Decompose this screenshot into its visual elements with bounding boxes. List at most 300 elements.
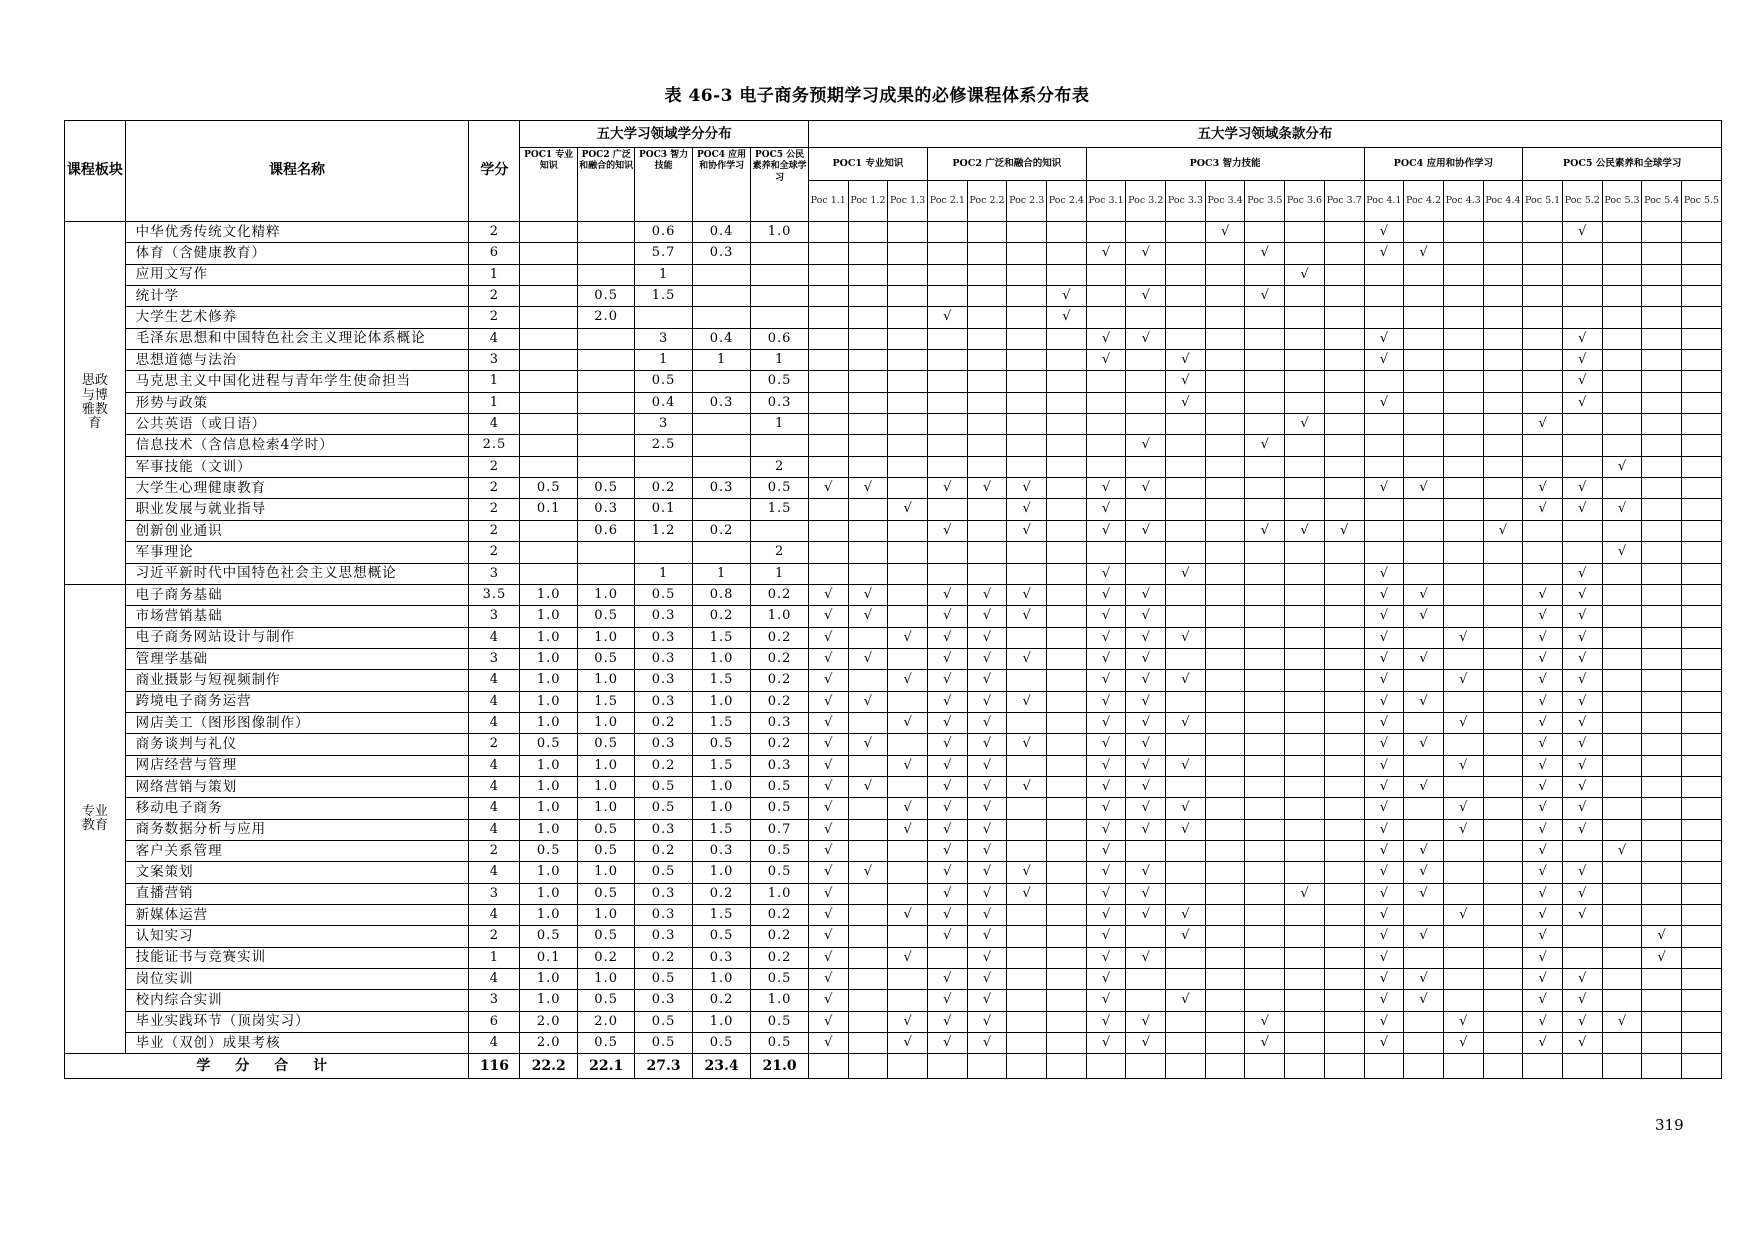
poc-check-cell — [1126, 840, 1166, 861]
poc-check-cell — [1682, 392, 1722, 413]
poc-check-cell: √ — [1086, 648, 1126, 669]
poc-credit-cell: 1.0 — [577, 755, 634, 776]
poc-check-cell: √ — [1523, 712, 1563, 733]
poc-check-cell: √ — [927, 520, 967, 541]
poc-check-cell — [1245, 563, 1285, 584]
poc-check-cell — [1166, 456, 1206, 477]
poc-credit-cell — [577, 392, 634, 413]
poc-check-cell — [1205, 648, 1245, 669]
poc-check-cell: √ — [1007, 499, 1047, 520]
poc-check-cell: √ — [1126, 328, 1166, 349]
table-row — [65, 883, 1722, 904]
poc-check-cell: √ — [1523, 776, 1563, 797]
poc-credit-cell: 1 — [635, 264, 692, 285]
table-row — [65, 862, 1722, 883]
poc-check-cell — [1364, 456, 1404, 477]
poc-check-cell: √ — [1086, 883, 1126, 904]
poc-check-cell — [1642, 776, 1682, 797]
poc-check-cell — [1682, 243, 1722, 264]
poc-credit-cell: 1.5 — [692, 627, 751, 648]
poc-credit-cell — [692, 456, 751, 477]
poc-check-cell — [808, 243, 848, 264]
poc-check-cell — [1285, 563, 1325, 584]
poc-credit-cell — [692, 414, 751, 435]
header-poc1-credit: POC1 专业知识 — [520, 148, 577, 222]
total-empty-cell — [967, 1054, 1007, 1079]
poc-check-cell: √ — [967, 691, 1007, 712]
poc-check-cell — [848, 350, 888, 371]
poc-check-cell — [967, 264, 1007, 285]
poc-check-cell: √ — [888, 755, 928, 776]
poc-check-cell — [1562, 520, 1602, 541]
poc-check-cell: √ — [1364, 734, 1404, 755]
course-credit: 4 — [469, 414, 520, 435]
poc-check-cell: √ — [1523, 606, 1563, 627]
course-credit: 3 — [469, 990, 520, 1011]
poc-check-cell — [1285, 755, 1325, 776]
poc-check-cell: √ — [1126, 243, 1166, 264]
poc-check-cell — [927, 243, 967, 264]
poc-check-cell — [1086, 392, 1126, 413]
poc-check-cell — [967, 286, 1007, 307]
poc-check-cell: √ — [1166, 755, 1206, 776]
poc-check-cell — [1166, 584, 1206, 605]
poc-check-cell — [1682, 328, 1722, 349]
total-empty-cell — [1205, 1054, 1245, 1079]
poc-credit-cell: 1.5 — [692, 670, 751, 691]
poc-check-cell — [808, 286, 848, 307]
poc-credit-cell: 0.2 — [751, 734, 809, 755]
poc-check-cell — [1642, 606, 1682, 627]
poc-check-cell — [1047, 222, 1087, 243]
total-empty-cell — [1047, 1054, 1087, 1079]
poc-check-cell: √ — [1562, 1011, 1602, 1032]
poc-check-cell — [848, 286, 888, 307]
course-name: 思想道德与法治 — [125, 350, 469, 371]
total-empty-cell — [1007, 1054, 1047, 1079]
poc-check-cell — [1285, 456, 1325, 477]
poc-check-cell — [1285, 734, 1325, 755]
total-empty-cell — [1285, 1054, 1325, 1079]
total-empty-cell — [1602, 1054, 1642, 1079]
header-poc-item: Poc 2.1 — [927, 181, 967, 222]
poc-check-cell — [1523, 307, 1563, 328]
poc-check-cell — [808, 520, 848, 541]
poc-check-cell: √ — [1285, 883, 1325, 904]
table-row — [65, 798, 1722, 819]
poc-check-cell — [1324, 883, 1364, 904]
course-distribution-table — [64, 120, 1722, 1079]
poc-check-cell — [1483, 222, 1523, 243]
poc-check-cell — [1126, 392, 1166, 413]
poc-credit-cell: 1.5 — [635, 286, 692, 307]
poc-check-cell: √ — [1007, 478, 1047, 499]
table-row — [65, 371, 1722, 392]
poc-check-cell — [967, 414, 1007, 435]
poc-check-cell — [1602, 1033, 1642, 1054]
poc-check-cell: √ — [1126, 520, 1166, 541]
poc-check-cell — [1642, 286, 1682, 307]
table-row — [65, 969, 1722, 990]
header-poc-item: Poc 4.3 — [1443, 181, 1483, 222]
poc-credit-cell: 1.0 — [520, 990, 577, 1011]
poc-credit-cell — [751, 307, 809, 328]
poc-check-cell — [1682, 286, 1722, 307]
poc-check-cell: √ — [1007, 606, 1047, 627]
course-credit: 6 — [469, 1011, 520, 1032]
poc-check-cell: √ — [1404, 840, 1444, 861]
poc-check-cell — [1642, 542, 1682, 563]
poc-check-cell — [1443, 328, 1483, 349]
poc-check-cell: √ — [888, 1033, 928, 1054]
poc-check-cell: √ — [1166, 926, 1206, 947]
poc-check-cell — [1205, 499, 1245, 520]
poc-credit-cell: 0.2 — [751, 627, 809, 648]
course-credit: 6 — [469, 243, 520, 264]
poc-check-cell: √ — [888, 1011, 928, 1032]
poc-check-cell: √ — [1047, 307, 1087, 328]
poc-check-cell — [888, 563, 928, 584]
poc-check-cell — [1404, 819, 1444, 840]
course-credit: 2 — [469, 222, 520, 243]
poc-credit-cell: 0.1 — [635, 499, 692, 520]
poc-check-cell — [1404, 456, 1444, 477]
table-row — [65, 350, 1722, 371]
poc-check-cell — [1086, 542, 1126, 563]
poc-check-cell — [1245, 755, 1285, 776]
total-poc-credit: 22.2 — [520, 1054, 577, 1079]
poc-check-cell: √ — [1166, 990, 1206, 1011]
poc-check-cell — [1324, 456, 1364, 477]
poc-check-cell: √ — [1602, 499, 1642, 520]
course-name: 商业摄影与短视频制作 — [125, 670, 469, 691]
poc-check-cell — [1642, 905, 1682, 926]
poc-check-cell — [1285, 627, 1325, 648]
poc-check-cell: √ — [1562, 798, 1602, 819]
poc-check-cell — [888, 371, 928, 392]
poc-check-cell — [1682, 435, 1722, 456]
poc-check-cell — [1642, 798, 1682, 819]
poc-credit-cell — [577, 371, 634, 392]
poc-credit-cell: 1.5 — [577, 691, 634, 712]
poc-check-cell: √ — [1562, 627, 1602, 648]
poc-check-cell — [1523, 222, 1563, 243]
poc-check-cell: √ — [1007, 520, 1047, 541]
header-poc-item: Poc 5.2 — [1562, 181, 1602, 222]
poc-check-cell: √ — [1523, 798, 1563, 819]
table-row — [65, 840, 1722, 861]
poc-check-cell — [1682, 350, 1722, 371]
poc-check-cell — [1443, 414, 1483, 435]
header-poc-item: Poc 2.2 — [967, 181, 1007, 222]
total-empty-cell — [1642, 1054, 1682, 1079]
header-poc-item: Poc 1.2 — [848, 181, 888, 222]
poc-credit-cell: 1.0 — [692, 969, 751, 990]
poc-credit-cell — [577, 542, 634, 563]
poc-credit-cell: 1.0 — [692, 776, 751, 797]
poc-credit-cell: 0.2 — [751, 691, 809, 712]
poc-credit-cell: 0.3 — [635, 905, 692, 926]
poc-check-cell: √ — [1562, 584, 1602, 605]
poc-check-cell: √ — [1285, 520, 1325, 541]
poc-check-cell — [1483, 734, 1523, 755]
poc-check-cell — [1682, 478, 1722, 499]
total-empty-cell — [1562, 1054, 1602, 1079]
poc-check-cell: √ — [967, 478, 1007, 499]
table-row — [65, 414, 1722, 435]
poc-check-cell: √ — [1602, 1011, 1642, 1032]
poc-check-cell: √ — [967, 755, 1007, 776]
poc-check-cell: √ — [1086, 755, 1126, 776]
poc-check-cell — [1483, 947, 1523, 968]
poc-check-cell — [1642, 627, 1682, 648]
poc-check-cell — [888, 264, 928, 285]
poc-check-cell — [1007, 969, 1047, 990]
poc-check-cell: √ — [1404, 691, 1444, 712]
poc-check-cell — [1404, 392, 1444, 413]
poc-check-cell — [1047, 691, 1087, 712]
course-credit: 4 — [469, 755, 520, 776]
poc-check-cell — [967, 392, 1007, 413]
header-poc3-credit: POC3 智力技能 — [635, 148, 692, 222]
total-empty-cell — [927, 1054, 967, 1079]
poc-check-cell: √ — [967, 969, 1007, 990]
poc-credit-cell: 0.6 — [577, 520, 634, 541]
course-credit: 2 — [469, 840, 520, 861]
poc-check-cell: √ — [1364, 670, 1404, 691]
poc-check-cell — [1483, 414, 1523, 435]
poc-check-cell: √ — [967, 712, 1007, 733]
poc-check-cell: √ — [1404, 990, 1444, 1011]
poc-check-cell: √ — [1086, 627, 1126, 648]
poc-check-cell — [927, 435, 967, 456]
poc-credit-cell: 1.0 — [577, 776, 634, 797]
poc-check-cell — [1047, 584, 1087, 605]
poc-credit-cell — [751, 264, 809, 285]
poc-check-cell — [1642, 670, 1682, 691]
poc-check-cell: √ — [1007, 883, 1047, 904]
poc-credit-cell: 0.2 — [635, 947, 692, 968]
poc-check-cell — [1285, 798, 1325, 819]
poc-credit-cell: 1.0 — [751, 606, 809, 627]
poc-check-cell — [1562, 435, 1602, 456]
course-credit: 3 — [469, 563, 520, 584]
poc-check-cell — [1682, 606, 1722, 627]
poc-check-cell: √ — [1404, 243, 1444, 264]
poc-check-cell — [1047, 499, 1087, 520]
table-row — [65, 819, 1722, 840]
poc-check-cell — [1404, 627, 1444, 648]
poc-check-cell — [1126, 307, 1166, 328]
poc-credit-cell — [692, 542, 751, 563]
poc-check-cell: √ — [848, 734, 888, 755]
course-name: 创新创业通识 — [125, 520, 469, 541]
poc-check-cell: √ — [1523, 990, 1563, 1011]
poc-check-cell — [1404, 520, 1444, 541]
table-row — [65, 606, 1722, 627]
poc-check-cell: √ — [1364, 606, 1404, 627]
poc-check-cell — [1562, 264, 1602, 285]
poc-check-cell: √ — [1602, 840, 1642, 861]
poc-check-cell — [1523, 371, 1563, 392]
poc-check-cell — [967, 307, 1007, 328]
poc-check-cell — [1126, 264, 1166, 285]
poc-credit-cell: 2.0 — [577, 1011, 634, 1032]
poc-check-cell — [1205, 670, 1245, 691]
poc-check-cell — [1047, 392, 1087, 413]
table-row — [65, 456, 1722, 477]
poc-check-cell — [888, 520, 928, 541]
poc-check-cell: √ — [1523, 947, 1563, 968]
poc-check-cell — [1205, 264, 1245, 285]
poc-check-cell — [1443, 776, 1483, 797]
poc-credit-cell: 0.6 — [751, 328, 809, 349]
poc-check-cell: √ — [1523, 648, 1563, 669]
poc-check-cell: √ — [1602, 456, 1642, 477]
poc-check-cell — [1324, 1033, 1364, 1054]
poc-check-cell — [1285, 435, 1325, 456]
table-row — [65, 542, 1722, 563]
poc-credit-cell: 0.7 — [751, 819, 809, 840]
course-credit: 4 — [469, 328, 520, 349]
poc-credit-cell — [692, 286, 751, 307]
poc-credit-cell: 0.5 — [751, 969, 809, 990]
course-name: 移动电子商务 — [125, 798, 469, 819]
poc-check-cell — [1205, 606, 1245, 627]
poc-check-cell — [1047, 990, 1087, 1011]
poc-credit-cell: 1.0 — [520, 883, 577, 904]
poc-credit-cell: 0.2 — [692, 606, 751, 627]
poc-check-cell: √ — [1245, 520, 1285, 541]
poc-check-cell — [1642, 1011, 1682, 1032]
poc-check-cell: √ — [1562, 755, 1602, 776]
poc-check-cell: √ — [1562, 712, 1602, 733]
poc-check-cell — [1642, 350, 1682, 371]
poc-check-cell: √ — [1086, 969, 1126, 990]
poc-check-cell: √ — [808, 627, 848, 648]
poc-check-cell — [1047, 947, 1087, 968]
poc-check-cell — [1285, 371, 1325, 392]
poc-check-cell — [1642, 990, 1682, 1011]
poc-check-cell — [1443, 456, 1483, 477]
course-name: 岗位实训 — [125, 969, 469, 990]
poc-check-cell — [1602, 755, 1642, 776]
poc-check-cell — [1602, 926, 1642, 947]
poc-check-cell — [1166, 478, 1206, 499]
poc-check-cell — [1602, 990, 1642, 1011]
poc-check-cell — [848, 990, 888, 1011]
poc-check-cell — [1166, 520, 1206, 541]
poc-check-cell — [1642, 392, 1682, 413]
course-credit: 4 — [469, 776, 520, 797]
total-row — [65, 1054, 1722, 1079]
poc-check-cell — [1324, 414, 1364, 435]
course-credit: 2.5 — [469, 435, 520, 456]
poc-check-cell — [1324, 776, 1364, 797]
poc-check-cell — [1047, 606, 1087, 627]
poc-credit-cell: 0.3 — [635, 627, 692, 648]
poc-check-cell: √ — [1086, 947, 1126, 968]
poc-check-cell: √ — [1364, 755, 1404, 776]
poc-check-cell: √ — [1086, 328, 1126, 349]
poc-check-cell — [1285, 648, 1325, 669]
poc-check-cell — [1682, 862, 1722, 883]
poc-check-cell: √ — [1086, 926, 1126, 947]
poc-check-cell — [1285, 328, 1325, 349]
poc-credit-cell: 1 — [751, 350, 809, 371]
poc-check-cell: √ — [1166, 392, 1206, 413]
poc-check-cell — [1047, 798, 1087, 819]
poc-check-cell — [1047, 819, 1087, 840]
poc-credit-cell: 0.5 — [577, 734, 634, 755]
poc-check-cell — [888, 286, 928, 307]
poc-check-cell — [1602, 819, 1642, 840]
poc-check-cell — [1047, 1033, 1087, 1054]
poc-check-cell — [1642, 969, 1682, 990]
poc-check-cell: √ — [1364, 1011, 1404, 1032]
poc-credit-cell: 0.2 — [751, 648, 809, 669]
poc-check-cell: √ — [967, 627, 1007, 648]
poc-credit-cell: 1.0 — [520, 776, 577, 797]
poc-check-cell — [927, 350, 967, 371]
poc-check-cell — [1404, 542, 1444, 563]
course-name: 文案策划 — [125, 862, 469, 883]
poc-check-cell: √ — [1562, 350, 1602, 371]
poc-check-cell — [1682, 584, 1722, 605]
poc-check-cell — [1126, 414, 1166, 435]
course-credit: 1 — [469, 264, 520, 285]
poc-check-cell — [1642, 648, 1682, 669]
poc-credit-cell: 1.0 — [577, 712, 634, 733]
poc-credit-cell: 0.2 — [751, 670, 809, 691]
poc-check-cell — [1245, 776, 1285, 797]
poc-credit-cell: 0.3 — [635, 691, 692, 712]
poc-credit-cell: 1.0 — [692, 648, 751, 669]
poc-check-cell — [1404, 563, 1444, 584]
poc-check-cell — [1047, 435, 1087, 456]
poc-check-cell: √ — [927, 755, 967, 776]
poc-check-cell: √ — [1443, 712, 1483, 733]
poc-check-cell — [1602, 798, 1642, 819]
poc-credit-cell: 0.5 — [635, 371, 692, 392]
poc-credit-cell — [751, 286, 809, 307]
poc-check-cell — [1404, 328, 1444, 349]
poc-check-cell — [1523, 392, 1563, 413]
poc-check-cell — [1285, 670, 1325, 691]
poc-check-cell — [1483, 862, 1523, 883]
poc-check-cell: √ — [1562, 905, 1602, 926]
poc-check-cell — [1285, 222, 1325, 243]
poc-check-cell — [1166, 499, 1206, 520]
poc-check-cell: √ — [848, 776, 888, 797]
poc-check-cell: √ — [808, 969, 848, 990]
poc-check-cell — [1126, 990, 1166, 1011]
poc-check-cell: √ — [1562, 819, 1602, 840]
poc-check-cell — [1047, 776, 1087, 797]
poc-check-cell: √ — [967, 606, 1007, 627]
poc-check-cell — [1443, 840, 1483, 861]
header-poc-item: Poc 5.1 — [1523, 181, 1563, 222]
poc-credit-cell: 0.5 — [751, 371, 809, 392]
poc-check-cell — [967, 542, 1007, 563]
header-poc5-group: POC5 公民素养和全球学习 — [1523, 148, 1722, 181]
poc-check-cell: √ — [808, 670, 848, 691]
poc-check-cell — [1285, 307, 1325, 328]
poc-check-cell — [1602, 478, 1642, 499]
total-credit: 116 — [469, 1054, 520, 1079]
poc-check-cell — [848, 264, 888, 285]
poc-check-cell: √ — [927, 862, 967, 883]
